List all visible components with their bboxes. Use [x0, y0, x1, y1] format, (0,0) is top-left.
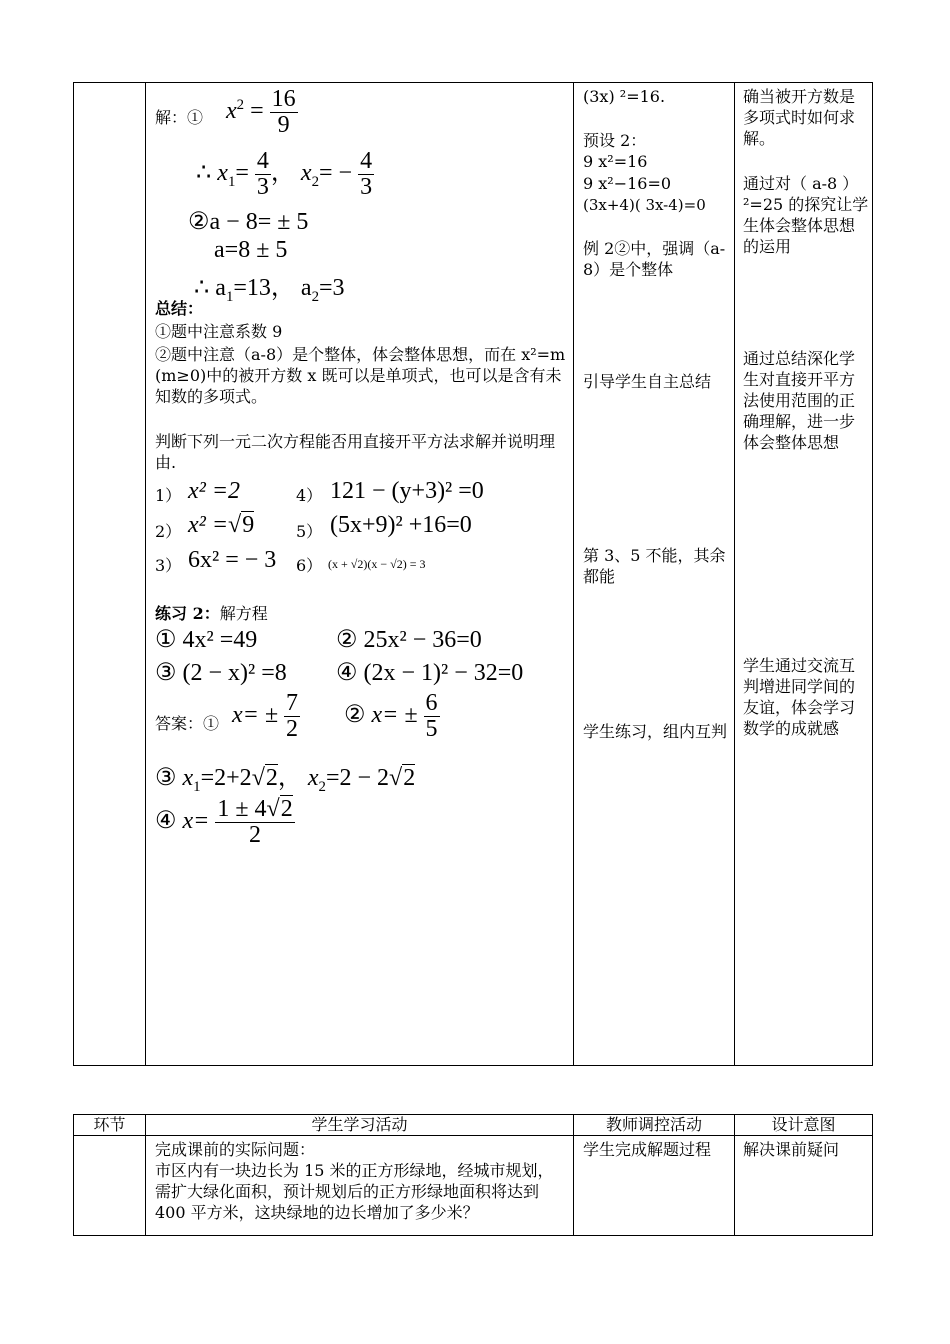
- practice-1: ① 4x² =49: [155, 627, 258, 653]
- lesson-table-bottom: [73, 1114, 873, 1236]
- student-activity-cell: [146, 83, 574, 1066]
- problem-intro: 完成课前的实际问题：: [155, 1140, 316, 1159]
- practice-heading: 练习 2：解方程: [155, 604, 268, 623]
- teacher-activity-cell: [574, 83, 735, 1066]
- stage-cell-2: [74, 1136, 146, 1236]
- solution-label: 解：①: [155, 108, 204, 127]
- judge-2-label: 2）: [155, 522, 182, 541]
- answer-1: x= ± $\frac{7}{2}$: [232, 690, 299, 743]
- lesson-table-top: [73, 82, 873, 1066]
- judge-5: (5x+9)² +16=0: [330, 512, 472, 538]
- design-line-4: 学生通过交流互判增进同学间的友谊，体会学习数学的成就感: [743, 656, 856, 738]
- teacher-line-6: 例 2②中，强调（a-8）是个整体: [583, 239, 726, 279]
- header-student-activity: 学生学习活动: [146, 1115, 574, 1136]
- answer-4: ④ x= $\frac{1 \pm 4√2}{2}$: [155, 796, 293, 849]
- judge-5-label: 5）: [296, 522, 323, 541]
- stage-cell: [74, 83, 146, 1066]
- teacher-line-2: 预设 2：: [583, 131, 647, 150]
- step-2: ②a − 8= ± 5: [188, 209, 309, 235]
- summary-point-1: ①题中注意系数 9: [155, 322, 283, 341]
- roots-1: ∴ $x_1=$ $\frac{4}{3}$ ， $x_2=$ − $\frac{4}{3}$: [196, 148, 373, 201]
- design-intent-cell-2: [735, 1136, 873, 1236]
- judge-instruction: 判断下列一元二次方程能否用直接开平方法求解并说明理由.: [155, 432, 556, 472]
- judge-3-label: 3）: [155, 556, 182, 575]
- judge-6-label: 6）: [296, 556, 323, 575]
- teacher-line-8: 第 3、5 不能，其余都能: [583, 546, 726, 586]
- teacher-line-3: 9 x²=16: [583, 152, 648, 171]
- practice-4: ④ (2x − 1)² − 32=0: [336, 660, 524, 686]
- teacher-line-1: (3x) ²=16.: [583, 87, 666, 106]
- problem-text: 市区内有一块边长为 15 米的正方形绿地，经城市规划，需扩大绿化面积，预计规划后的正方形绿地面积将达到 400 平方米，这块绿地的边长增加了多少米？: [155, 1161, 554, 1222]
- teacher-line-7: 引导学生自主总结: [583, 372, 712, 391]
- teacher-task: 学生完成解题过程: [583, 1140, 712, 1159]
- header-teacher-activity: 教师调控活动: [574, 1115, 735, 1136]
- answer-2: ② x= ± $\frac{6}{5}$: [344, 690, 438, 743]
- teacher-line-4: 9 x²−16=0: [583, 174, 672, 193]
- step-3: a=8 ± 5: [214, 237, 288, 263]
- step-4: ∴ $a_1=13$， $a_2=3$: [194, 275, 345, 305]
- judge-1: x² =2: [188, 478, 241, 504]
- design-intent-cell: [735, 83, 873, 1066]
- summary-point-2: ②题中注意（a-8）是个整体，体会整体思想，而在 x²=m (m≥0)中的被开方数 x 既可以是单项式，也可以是含有未知数的多项式。: [155, 345, 566, 406]
- judge-6: (x + √2)(x − √2) = 3: [328, 557, 426, 571]
- student-activity-cell-2: [146, 1136, 574, 1236]
- practice-3: ③ (2 − x)² =8: [155, 660, 287, 686]
- judge-4: 121 − (y+3)² =0: [330, 478, 484, 504]
- design-task: 解决课前疑问: [743, 1140, 840, 1159]
- judge-3: 6x² = − 3: [188, 547, 277, 573]
- equation-1: $x^2$ = $\frac{16}{9}$: [226, 86, 296, 139]
- summary-title: 总结：: [155, 299, 204, 318]
- design-line-1: 确当被开方数是多项式时如何求解。: [743, 87, 856, 148]
- design-line-3: 通过总结深化学生对直接开平方法使用范围的正确理解，进一步体会整体思想: [743, 349, 856, 452]
- header-stage: 环节: [74, 1115, 146, 1136]
- answer-label: 答案：①: [155, 714, 220, 733]
- practice-2: ② 25x² − 36=0: [336, 627, 482, 653]
- answer-3: ③ $x_1=2+2√2$， $x_2=2 - 2√2$: [155, 765, 416, 795]
- design-line-2: 通过对（ a-8 ） ²=25 的探究让学生体会整体思想的运用: [743, 174, 869, 256]
- header-design-intent: 设计意图: [735, 1115, 873, 1136]
- teacher-line-5: (3x+4)( 3x-4)=0: [583, 196, 706, 214]
- judge-2: x² =√9: [188, 512, 255, 538]
- judge-1-label: 1）: [155, 486, 182, 505]
- teacher-activity-cell-2: [574, 1136, 735, 1236]
- teacher-line-9: 学生练习，组内互判: [583, 722, 728, 741]
- judge-4-label: 4）: [296, 486, 323, 505]
